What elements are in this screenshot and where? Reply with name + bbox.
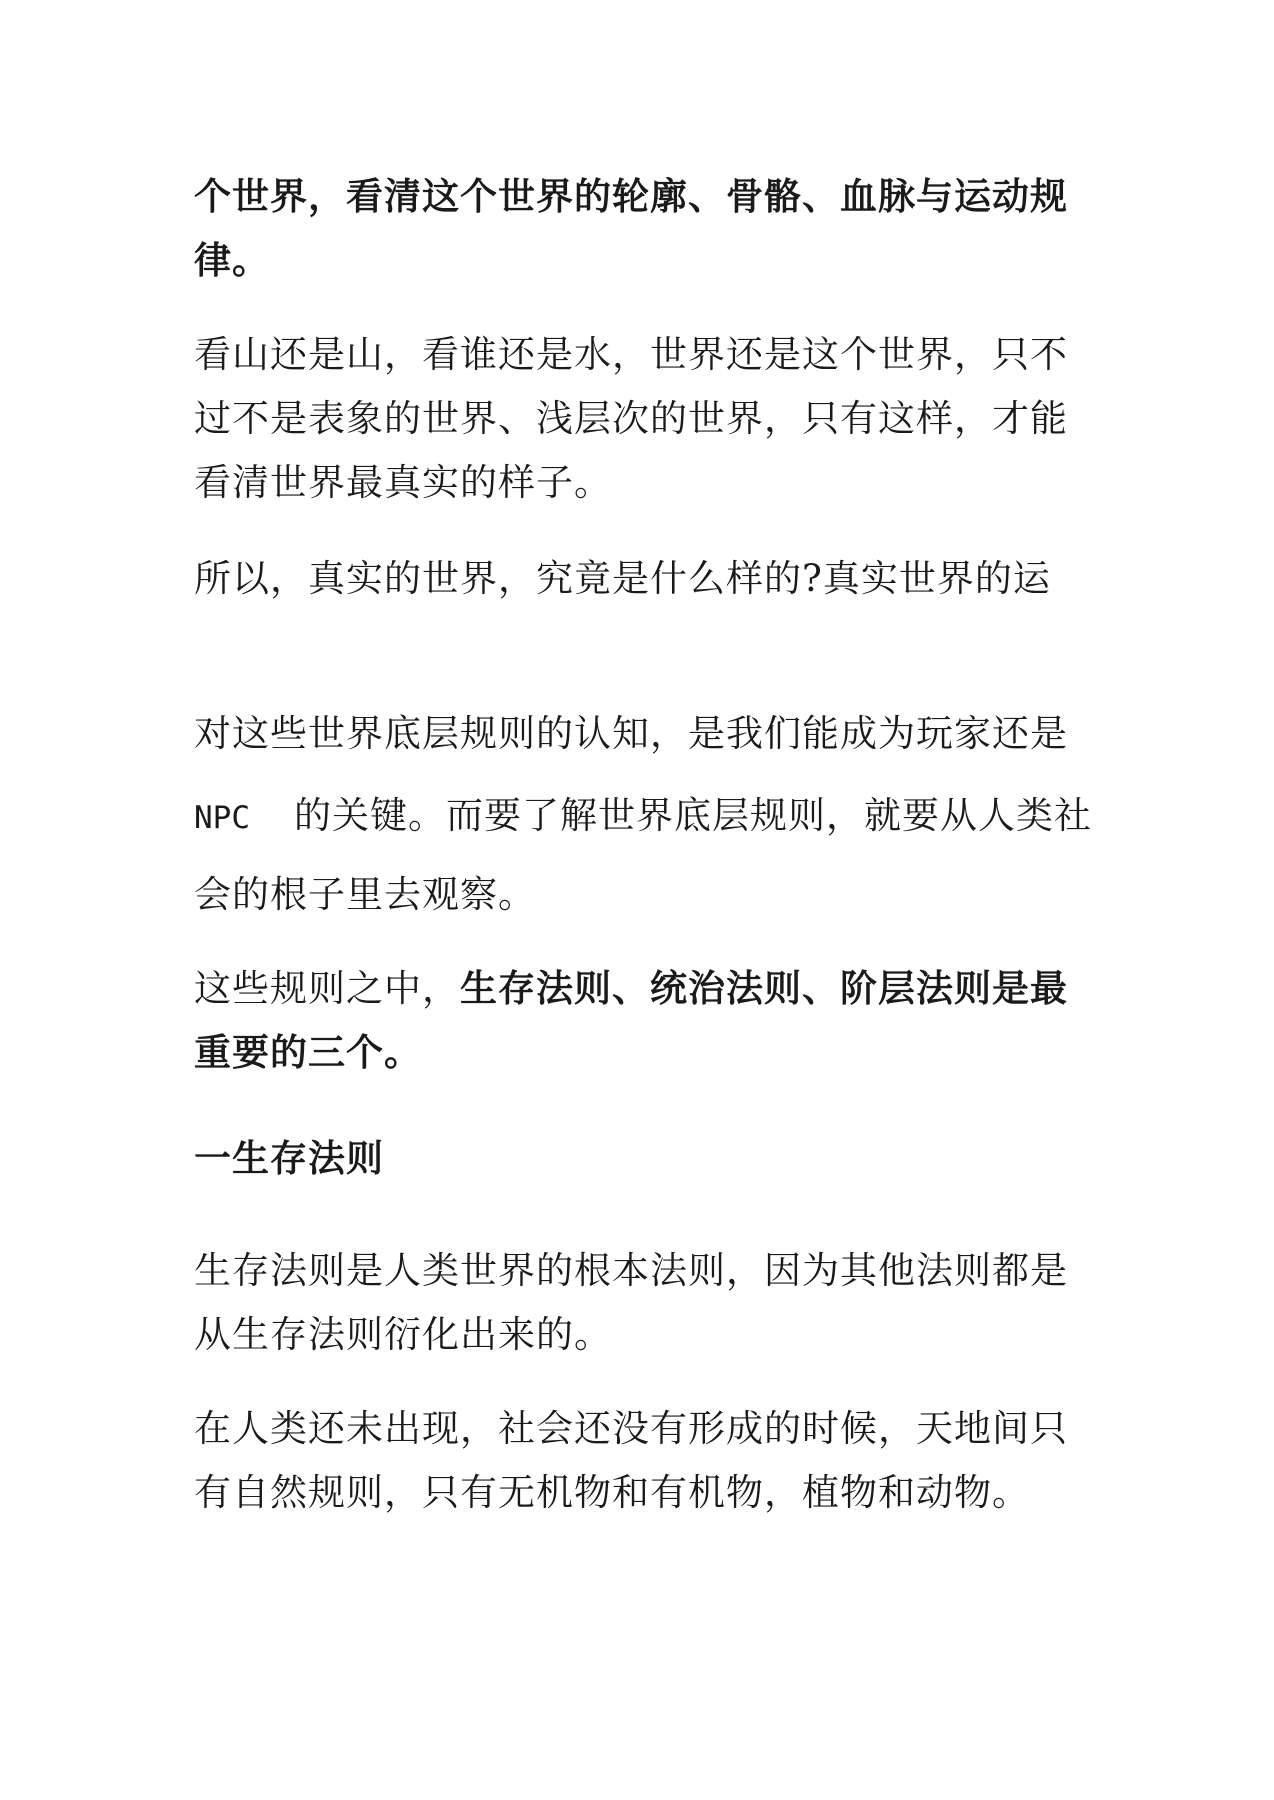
paragraph-5-line-2: 重要的三个。 [194,1031,422,1074]
paragraph-1-line-2: 律。 [194,239,270,282]
paragraph-5-line-1 [194,967,1068,1010]
section-heading: 一生存法则 [194,1137,384,1180]
paragraph-2-line-1: 看山还是山，看谁还是水，世界还是这个世界，只不 [194,333,1068,376]
paragraph-4-line-2-text: 的关键。而要了解世界底层规则，就要从人类社 [294,794,1092,837]
paragraph-4-line-3: 会的根子里去观察。 [194,873,536,916]
paragraph-7-line-1: 在人类还未出现，社会还没有形成的时候，天地间只 [194,1407,1068,1450]
paragraph-1-line-1: 个世界，看清这个世界的轮廓、骨骼、血脉与运动规 [194,175,1068,218]
paragraph-6-line-1: 生存法则是人类世界的根本法则，因为其他法则都是 [194,1249,1068,1292]
paragraph-2-line-3: 看清世界最真实的样子。 [194,461,612,504]
paragraph-5-emphasis: 生存法则、统治法则、阶层法则是最 [460,967,1068,1010]
paragraph-4-line-1: 对这些世界底层规则的认知，是我们能成为玩家还是 [194,712,1068,755]
paragraph-7-line-2: 有自然规则，只有无机物和有机物，植物和动物。 [194,1471,1030,1514]
npc-term: NPC [194,800,250,836]
paragraph-4-line-2 [194,794,1092,837]
paragraph-2-line-2: 过不是表象的世界、浅层次的世界，只有这样，才能 [194,397,1068,440]
paragraph-5-intro: 这些规则之中， [194,967,460,1010]
paragraph-6-line-2: 从生存法则衍化出来的。 [194,1313,612,1356]
paragraph-3-line-1: 所以，真实的世界，究竟是什么样的?真实世界的运 [194,557,1051,600]
